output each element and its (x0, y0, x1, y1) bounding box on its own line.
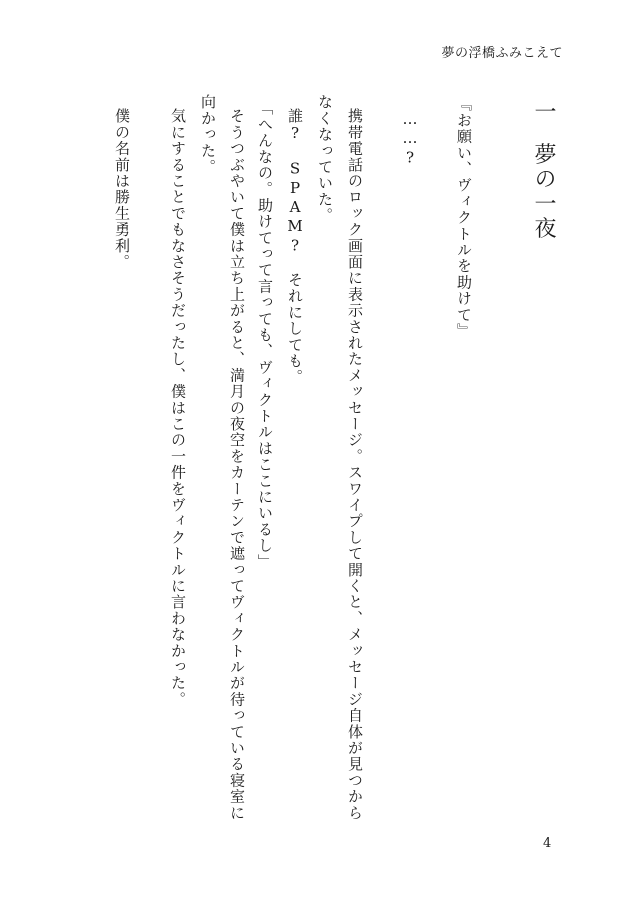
text-column: 向かった。 (199, 94, 217, 175)
text-column: なくなっていた。 (316, 94, 334, 224)
chapter-title (532, 100, 554, 241)
chapter-number: 一 (531, 100, 556, 125)
page-number: 4 (543, 836, 552, 851)
text-column: 「へんなの。助けてって言っても、ヴィクトルはここにいるし」 (256, 100, 274, 570)
text-column: 『お願い、ヴィクトルを助けて』 (455, 96, 473, 339)
text-column: 携帯電話のロック画面に表示されたメッセージ。スワイプして開くと、メッセージ自体が見つから (346, 108, 364, 821)
text-column: 気にすることでもなさそうだったし、僕はこの一件をヴィクトルに言わなかった。 (169, 108, 187, 708)
running-header: 夢の浮橋ふみこえて (441, 46, 563, 61)
text-column: そうつぶやいて僕は立ち上がると、満月の夜空をカーテンで遮ってヴィクトルが待っている寝室に (228, 108, 246, 821)
text-column: ……? (401, 110, 419, 168)
chapter-title-text: 夢の一夜 (531, 142, 556, 242)
text-column: 誰? SPAM? それにしても。 (286, 108, 304, 386)
text-column: 僕の名前は勝生勇利。 (113, 108, 131, 270)
